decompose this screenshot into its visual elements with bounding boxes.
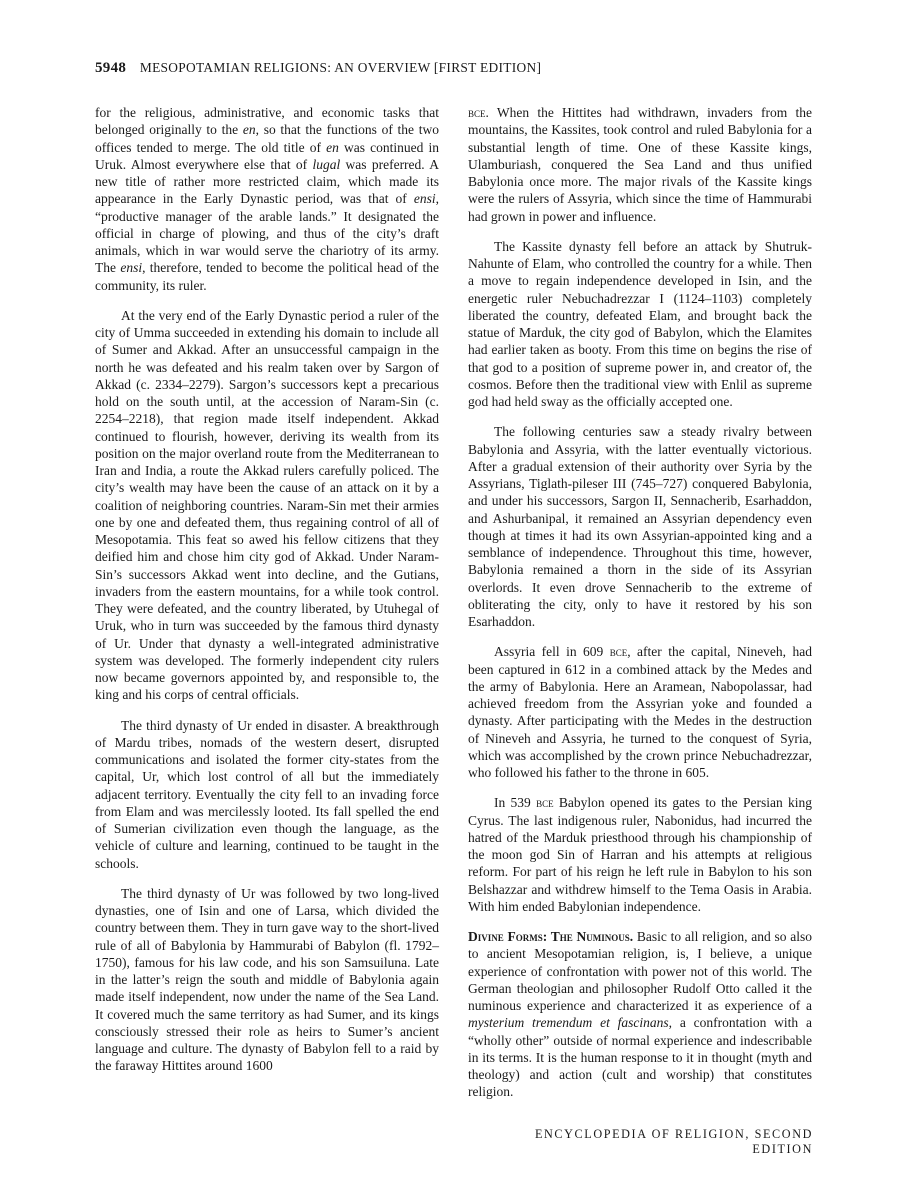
paragraph: The following centuries saw a steady rivalry between Babylonia and Assyria, with the latter eventually victorious. After a gradual extension of their authority over Syria by the Assyrians, Tiglath-pileser III (745–727) conquered Babylonia, and under his successors, Sargon II, Sennacherib, Esarhaddon, and Ashurbanipal, it remained an Assyrian dependency even though at times it had its own Assyrian-appointed king and a semblance of independence. Throughout this time, however, Babylonia remained a thorn in the side of its Assyrian overlords. It even drove Sennacherib to the extreme of obliterating the city, only to have it restored by his son Esarhaddon. (468, 424, 812, 629)
paragraph: The third dynasty of Ur ended in disaster. A breakthrough of Mardu tribes, nomads of the western desert, disrupted communications and isolated the former city-states from the capital, Ur, which lost control of all but the immediately adjacent territory. Eventually the city fell to an invading force from Elam and was mercilessly looted. Its fall spelled the end of Sumerian civilization even though the language, as the vehicle of culture and learning, continued to be taught in the schools. (95, 717, 439, 871)
section-heading: Divine Forms: The Numinous. (468, 929, 634, 944)
paragraph: Assyria fell in 609 bce, after the capital, Nineveh, had been captured in 612 in a combined attack by the Medes and the army of Babylonia. Here an Aramean, Nabopolassar, had achieved freedom from the Assyrian yoke and founded a dynasty. After participating with the Medes in the destruction of Nineveh and Assyria, he turned to the conquest of Syria, which was accomplished by the crown prince Nebuchadrezzar, who followed his father to the throne in 605. (468, 644, 812, 780)
running-footer: ENCYCLOPEDIA OF RELIGION, SECOND EDITION (534, 1127, 813, 1156)
running-title: MESOPOTAMIAN RELIGIONS: AN OVERVIEW [FIRST EDITION] (139, 60, 542, 75)
right-column (468, 104, 812, 1114)
paragraph: for the religious, administrative, and economic tasks that belonged originally to the en, so that the functions of the two offices tended to merge. The old title of en was continued in Uruk. Almost everywhere else that of lugal was preferred. A new title of rather more restricted claim, which made its appearance in the Early Dynastic period, was that of ensi, “productive manager of the arable lands.” It designated the official in charge of plowing, and thus of the city’s draft animals, which in war would serve the chariotry of its army. The ensi, therefore, tended to become the political head of the community, its ruler. (95, 105, 439, 293)
paragraph: bce. When the Hittites had withdrawn, invaders from the mountains, the Kassites, took control and ruled Babylonia for a substantial length of time. One of these Kassite kings, Ulamburiash, conquered the Sea Land and thus unified Babylonia once more. The major rivals of the Kassite kings were the rulers of Assyria, which since the time of Hammurabi had grown in power and influence. (468, 105, 812, 224)
paragraph: The Kassite dynasty fell before an attack by Shutruk-Nahunte of Elam, who controlled the country for a while. Then a move to regain independence developed in Isin, and the energetic ruler Nebuchadrezzar I (1124–1103) completely liberated the country, defeated Elam, and brought back the statue of Marduk, the city god of Babylon, which the Elamites had earlier taken as booty. From this time on begins the rise of that god to a position of supreme power in, and creator of, the cosmos. Before then the traditional view with Enlil as supreme god had held sway as the officially accepted one. (468, 238, 812, 409)
page-number: 5948 (95, 60, 127, 76)
paragraph: In 539 bce Babylon opened its gates to the Persian king Cyrus. The last indigenous ruler, Nabonidus, had incurred the hatred of the Marduk priesthood through his championship of the moon god Sin of Harran and his attempts at religious reform. For part of his reign he left rule in Babylon to his son Belshazzar and withdrew himself to the Tema Oasis in Arabia. With him ended Babylonian independence. (468, 795, 812, 914)
left-column (95, 104, 439, 1088)
paragraph: The third dynasty of Ur was followed by two long-lived dynasties, one of Isin and one of Larsa, which divided the country between them. They in turn gave way to the short-lived rule of all of Babylonia by Hammurabi of Babylon (fl. 1792–1750), famous for his law code, and his son Samsuiluna. Late in the latter’s reign the south and middle of Babylonia again made itself independent, now under the name of the Sea Land. It covered much the same territory as had Sumer, and its kings consciously stressed their role as heirs to Sumer’s ancient language and culture. The dynasty of Babylon fell to a raid by the faraway Hittites around 1600 (95, 885, 439, 1074)
section-paragraph: Divine Forms: The Numinous. Basic to all religion, and so also to ancient Mesopotamian religion, is, I believe, a unique experience of confrontation with power not of this world. The German theologian and philosopher Rudolf Otto called it the numinous experience and characterized it as experience of a mysterium tremendum et fascinans, a confrontation with a “wholly other” outside of normal experience and indescribable in its terms. It is the human response to it in thought (myth and theology) and action (cult and worship) that constitutes religion. (468, 929, 813, 1100)
paragraph: At the very end of the Early Dynastic period a ruler of the city of Umma succeeded in extending his domain to include all of Sumer and Akkad. After an unsuccessful campaign in the north he was defeated and his realm taken over by Sargon of Akkad (c. 2334–2279). Sargon’s successors kept a precarious hold on the south until, at the accession of Naram-Sin (c. 2254–2218), that region made itself independent. Akkad continued to flourish, however, deriving its wealth from its position on the major overland route from the Mediterranean to Iran and India, a route the Akkad rulers carefully policed. The city’s wealth may have been the cause of an attack on it by a coalition of neighboring countries. Naram-Sin met their armies one by one and defeated them, thus regaining control of all of Mesopotamia. This feat so awed his fellow citizens that they deified him and chose him city god of Akkad. Under Naram-Sin’s successors Akkad went into decline, and the Gutians, invaders from the eastern mountains, for a while took control. They were defeated, and the country liberated, by Utuhegal of Uruk, who in turn was succeeded by the famous third dynasty of Ur. Under that dynasty a well-integrated administrative system was developed. The formerly independent city rulers now became governors appointed by, and responsible to, the king and his corps of central officials. (95, 307, 439, 703)
running-header (95, 60, 815, 82)
